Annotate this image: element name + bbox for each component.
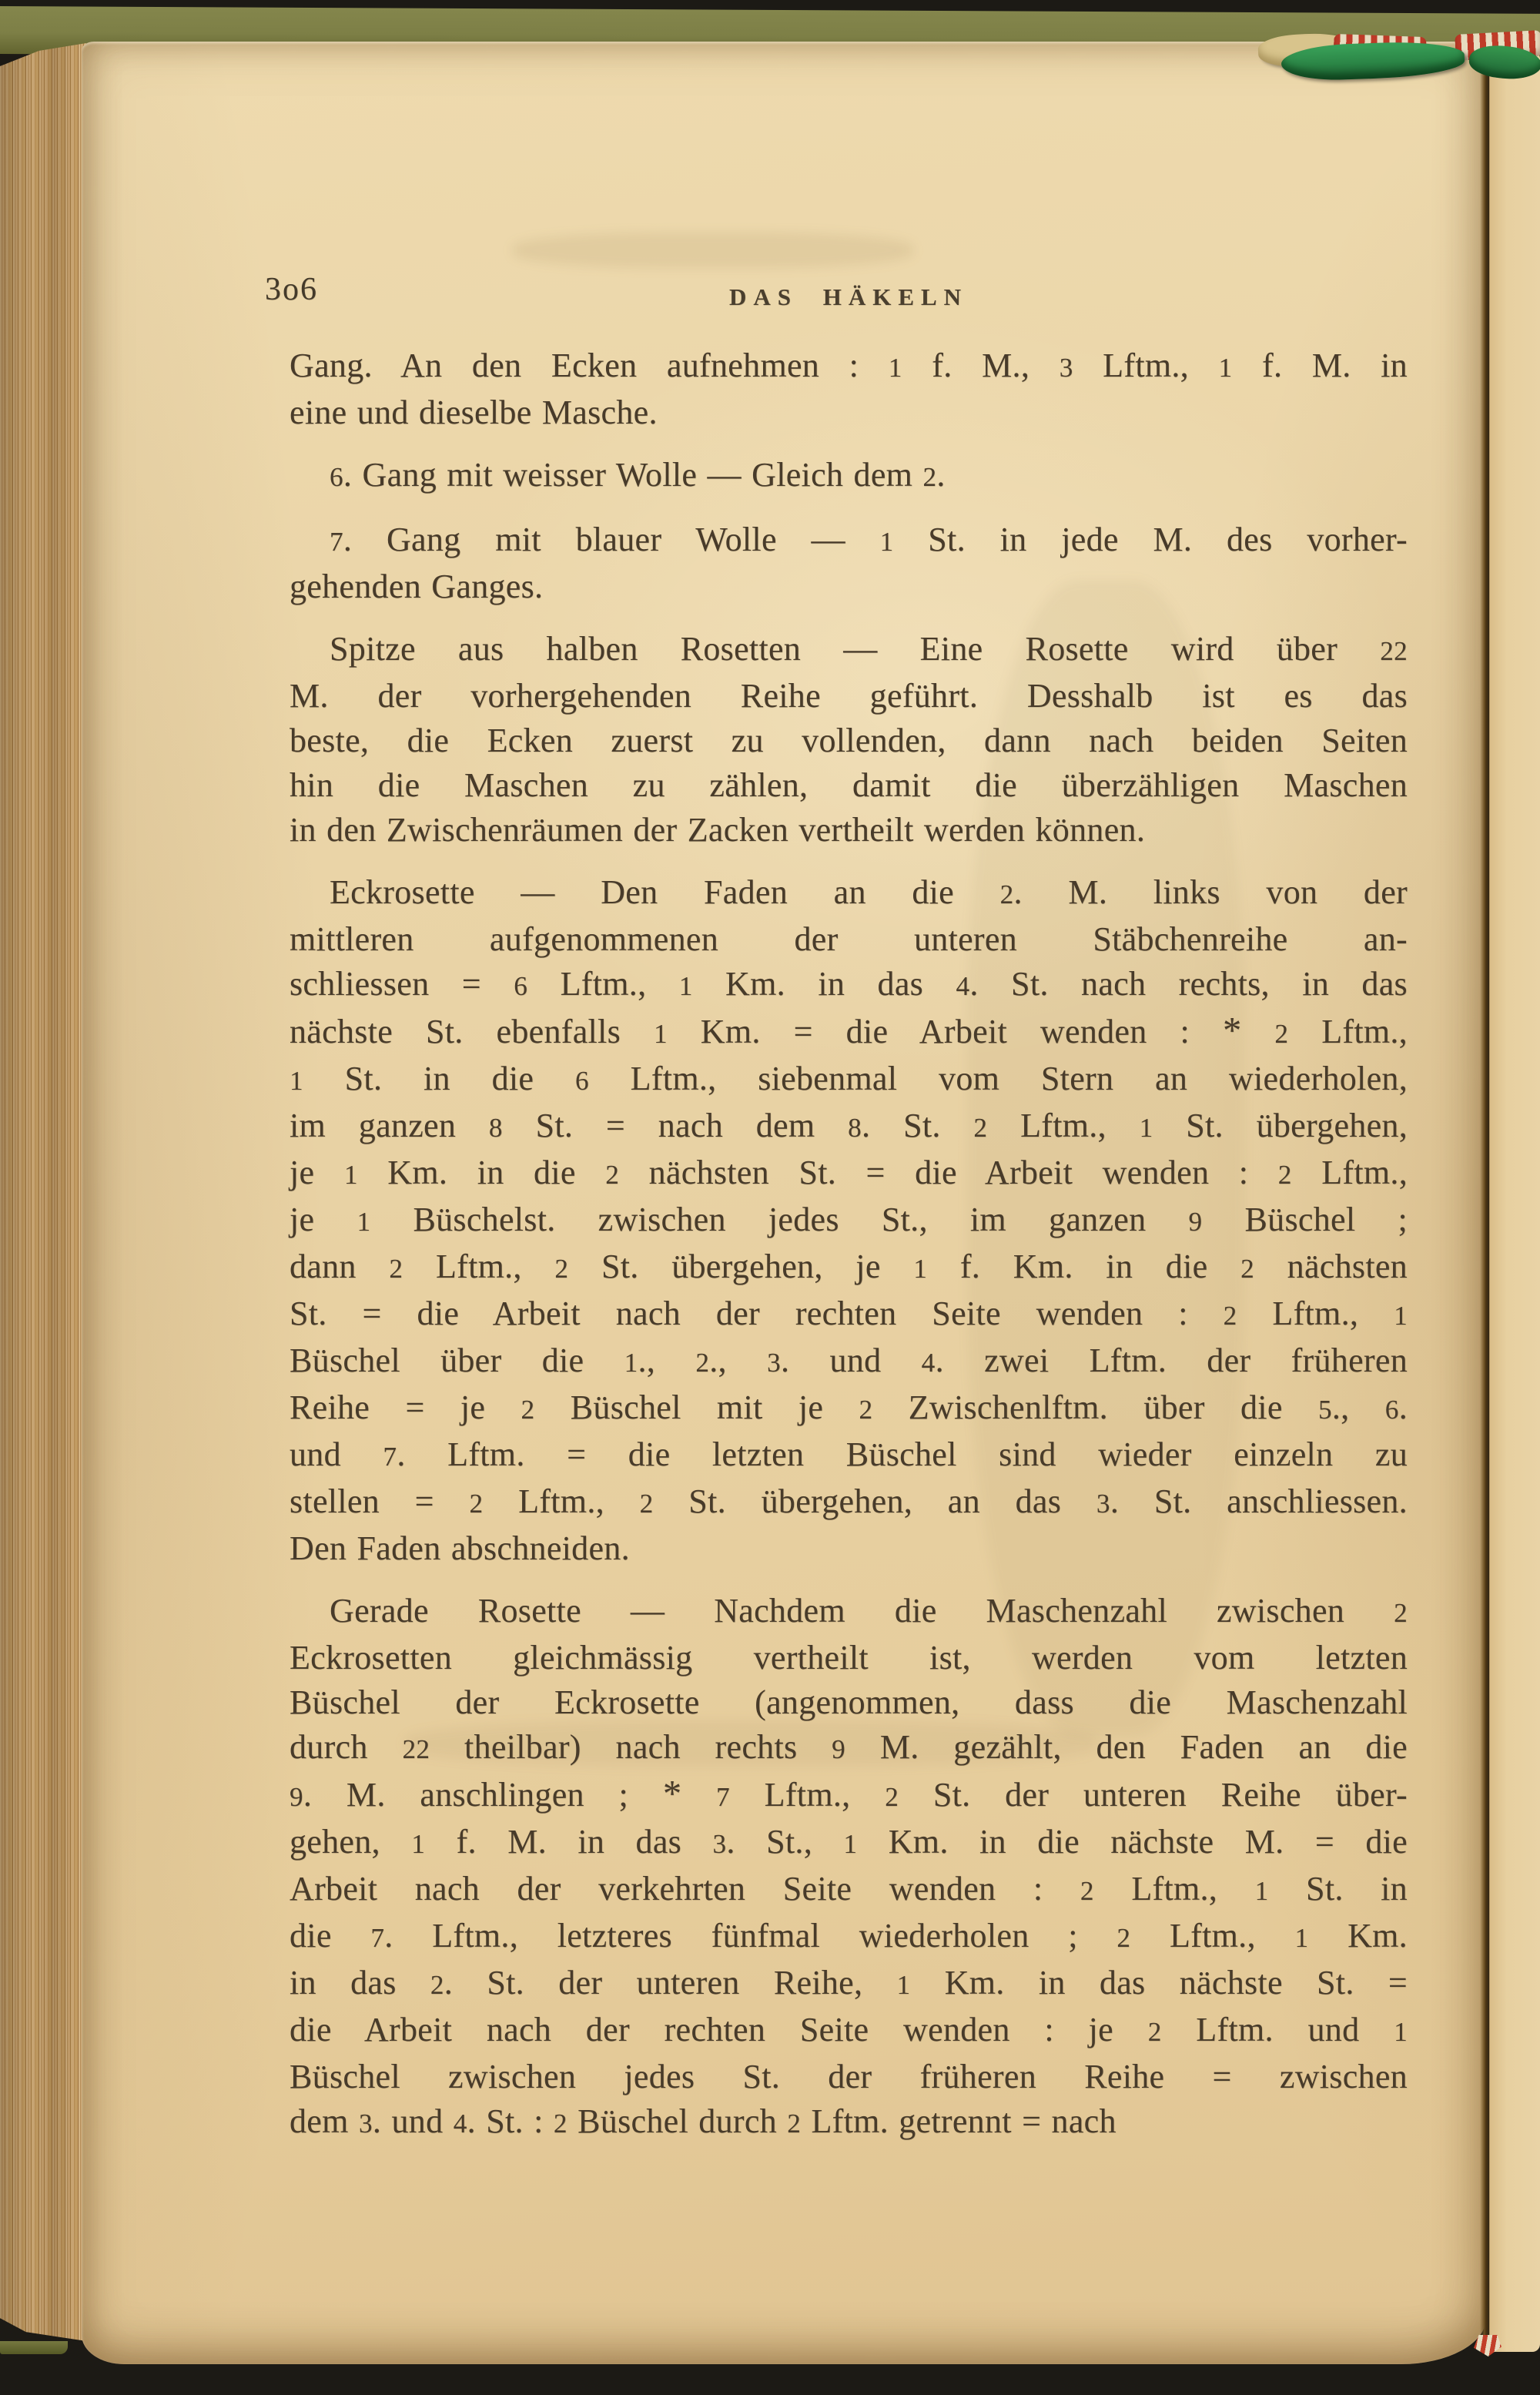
text-line: die Arbeit nach der rechten Seite wenden : je 2 Lftm. und 1 <box>290 2011 1408 2048</box>
facing-page-sliver <box>1489 54 1540 2352</box>
text-line: und 7. Lftm. = die letzten Büschel sind wieder einzeln zu <box>290 1435 1408 1473</box>
text-line: 6. Gang mit weisser Wolle — Gleich dem 2. <box>330 456 946 494</box>
text-line: mittleren aufgenommenen der unteren Stäbchenreihe an- <box>290 920 1408 958</box>
text-line: in das 2. St. der unteren Reihe, 1 Km. in das nächste St. = <box>290 1964 1408 2001</box>
text-line: die 7. Lftm., letzteres fünfmal wiederholen ; 2 Lftm., 1 Km. <box>290 1917 1408 1955</box>
text-line: M. der vorhergehenden Reihe geführt. Desshalb ist es das <box>290 677 1408 715</box>
running-header: DAS HÄKELN <box>728 283 969 310</box>
text-line: St. = die Arbeit nach der rechten Seite wenden : 2 Lftm., 1 <box>290 1295 1408 1332</box>
text-line: gehen, 1 f. M. in das 3. St., 1 Km. in die nächste M. = die <box>290 1823 1408 1861</box>
text-line: Gang. An den Ecken aufnehmen : 1 f. M., 3 Lftm., 1 f. M. in <box>290 347 1408 384</box>
text-line: schliessen = 6 Lftm., 1 Km. in das 4. St. nach rechts, in das <box>290 965 1408 1003</box>
paragraph <box>290 627 1408 852</box>
text-line: 7. Gang mit blauer Wolle — 1 St. in jede M. des vorher- <box>330 521 1408 558</box>
text-line: stellen = 2 Lftm., 2 St. übergehen, an das 3. St. anschliessen. <box>290 1482 1408 1520</box>
text-line: Eckrosetten gleichmässig vertheilt ist, werden vom letzten <box>290 1639 1408 1676</box>
text-line: Büschel der Eckrosette (angenommen, dass die Maschenzahl <box>290 1683 1408 1721</box>
text-line: eine und dieselbe Masche. <box>290 394 658 431</box>
text-line: Spitze aus halben Rosetten — Eine Rosette wird über 22 <box>330 630 1408 668</box>
page-number: 3o6 <box>265 272 318 307</box>
book-page <box>82 42 1486 2364</box>
text-line: in den Zwischenräumen der Zacken vertheilt werden können. <box>290 811 1146 849</box>
text-line: Den Faden abschneiden. <box>290 1529 630 1567</box>
text-line: Gerade Rosette — Nachdem die Maschenzahl zwischen 2 <box>330 1592 1408 1630</box>
paragraph <box>290 518 1408 609</box>
text-line: 1 St. in die 6 Lftm., siebenmal vom Stern an wiederholen, <box>290 1060 1408 1097</box>
text-line: 9. M. anschlingen ; * 7 Lftm., 2 St. der unteren Reihe über- <box>290 1774 1408 1814</box>
text-line: Büschel zwischen jedes St. der früheren Reihe = zwischen <box>290 2058 1408 2095</box>
text-line: nächste St. ebenfalls 1 Km. = die Arbeit wenden : * 2 Lftm., <box>290 1010 1408 1051</box>
text-line: hin die Maschen zu zählen, damit die überzähligen Maschen <box>290 766 1408 804</box>
text-line: dem 3. und 4. St. : 2 Büschel durch 2 Lftm. getrennt = nach <box>290 2102 1116 2140</box>
paragraph <box>290 870 1408 1571</box>
text-line: dann 2 Lftm., 2 St. übergehen, je 1 f. Km. in die 2 nächsten <box>290 1248 1408 1285</box>
text-line: Büschel über die 1., 2., 3. und 4. zwei Lftm. der früheren <box>290 1342 1408 1379</box>
paragraph <box>290 453 1408 500</box>
text-line: beste, die Ecken zuerst zu vollenden, dann nach beiden Seiten <box>290 722 1408 759</box>
page-fore-edges <box>0 43 86 2341</box>
text-line: im ganzen 8 St. = nach dem 8. St. 2 Lftm., 1 St. übergehen, <box>290 1107 1408 1144</box>
gutter-crease <box>1480 45 1490 2352</box>
text-line: Reihe = je 2 Büschel mit je 2 Zwischenlftm. über die 5., 6. <box>290 1388 1408 1426</box>
paragraph <box>290 1589 1408 2146</box>
text-line: gehenden Ganges. <box>290 568 544 605</box>
book-cover-bottom-edge <box>0 2341 68 2354</box>
ribbon-marker-tip <box>1474 2335 1502 2356</box>
text-line: Eckrosette — Den Faden an die 2. M. links von der <box>330 873 1408 911</box>
body-text <box>290 343 1408 2146</box>
text-line: je 1 Büschelst. zwischen jedes St., im ganzen 9 Büschel ; <box>290 1201 1408 1238</box>
text-line: Arbeit nach der verkehrten Seite wenden : 2 Lftm., 1 St. in <box>290 1870 1408 1908</box>
text-line: je 1 Km. in die 2 nächsten St. = die Arbeit wenden : 2 Lftm., <box>290 1154 1408 1191</box>
paragraph <box>290 343 1408 435</box>
show-through-smudge <box>513 233 913 268</box>
book-headband <box>1263 15 1540 77</box>
text-line: durch 22 theilbar) nach rechts 9 M. gezählt, den Faden an die <box>290 1728 1408 1766</box>
